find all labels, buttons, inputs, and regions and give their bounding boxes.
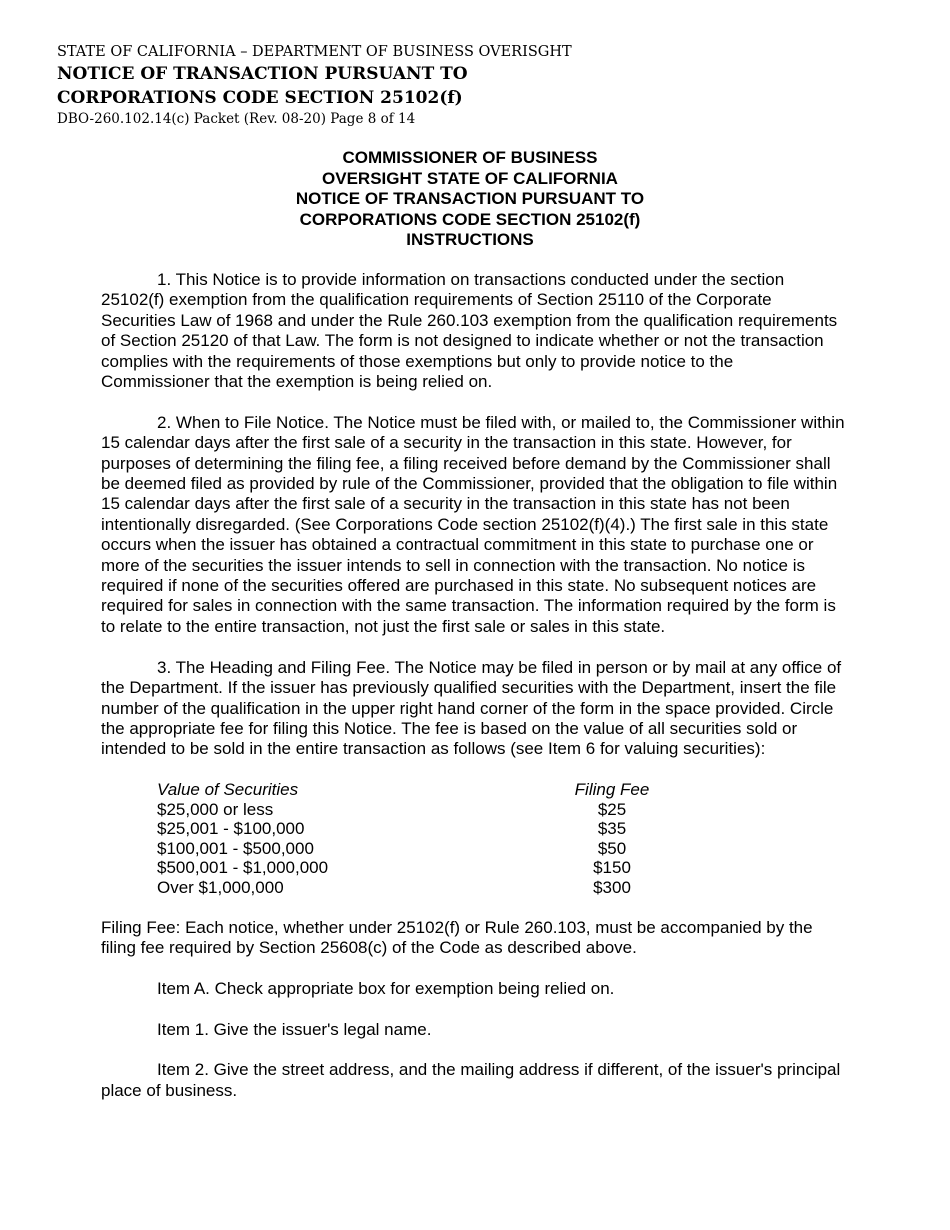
agency-name: STATE OF CALIFORNIA – DEPARTMENT OF BUSINESS OVERISGHT (57, 44, 572, 60)
fee-row-value: $25,000 or less (157, 799, 274, 819)
paragraph-1: 1. This Notice is to provide information on transactions conducted under the section 25102(f) exemption from the qualification requirements of Section 25110 of the Corporate Securities Law of 1968 and under the Rule 260.103 exemption from the qualification requirements of Section 25120 of that Law. The form is not designed to indicate whether or not the transaction complies with the requirements of those exemptions but only to provide notice to the Commissioner that the exemption is being relied on. (101, 270, 838, 392)
table-row (157, 839, 657, 859)
paragraph-3-heading-and-fee: 3. The Heading and Filing Fee. The Notice may be filed in person or by mail at any office of the Department. If the issuer has previously qualified securities with the Department, insert the file number of the qualification in the upper right hand corner of the form in the space provided. Circle the appropriate fee for filing this Notice. The fee is based on the value of all securities sold or intended to be sold in the entire transaction as follows (see Item 6 for valuing securities): (101, 657, 842, 759)
fee-row-fee: $25 (597, 799, 627, 819)
table-row (157, 819, 657, 839)
fee-row-value: Over $1,000,000 (157, 878, 284, 898)
fee-row-fee: $35 (597, 819, 627, 839)
fee-row-fee: $300 (593, 878, 631, 898)
fee-row-value: $25,001 - $100,000 (157, 819, 305, 839)
instructions-title (200, 148, 740, 251)
table-row (157, 858, 657, 878)
form-title-line-2: CORPORATIONS CODE SECTION 25102(f) (57, 88, 463, 108)
title-line-1: COMMISSIONER OF BUSINESS (342, 148, 598, 167)
item-2-instruction: Item 2. Give the street address, and the mailing address if different, of the issuer's principal place of business. (101, 1060, 841, 1100)
item-1-instruction: Item 1. Give the issuer's legal name. (157, 1019, 432, 1039)
form-id-page-number: DBO-260.102.14(c) Packet (Rev. 08-20) Page 8 of 14 (57, 111, 416, 127)
table-row (157, 800, 657, 820)
fee-table-header-value: Value of Securities (157, 780, 299, 800)
fee-row-value: $100,001 - $500,000 (157, 838, 314, 858)
title-line-4: CORPORATIONS CODE SECTION 25102(f) (299, 209, 641, 229)
filing-fee-note: Filing Fee: Each notice, whether under 25102(f) or Rule 260.103, must be accompanied by the filing fee required by Section 25608(c) of the Code as described above. (101, 917, 813, 958)
filing-fee-table (157, 780, 657, 898)
form-title-line-1: NOTICE OF TRANSACTION PURSUANT TO (57, 64, 468, 84)
title-line-2: OVERSIGHT STATE OF CALIFORNIA (322, 168, 618, 188)
table-row (157, 878, 657, 898)
paragraph-2-when-to-file: 2. When to File Notice. The Notice must be filed with, or mailed to, the Commissioner within 15 calendar days after the first sale of a security in the transaction in this state. However, for purposes of determining the filing fee, a filing received before demand by the Commissioner shall be deemed filed as provided by rule of the Commissioner, provided that the obligation to file within 15 calendar days after the first sale of a security in the transaction in this state has not been intentionally disregarded. (See Corporations Code section 25102(f)(4).) The first sale in this state occurs when the issuer has obtained a contractual commitment in this state to purchase one or more of the securities the issuer intends to sell in connection with the transaction. No notice is required if none of the securities offered are purchased in this state. No subsequent notices are required for sales in connection with the same transaction. The information required by the form is to relate to the entire transaction, not just the first sale or sales in this state. (101, 412, 845, 636)
fee-row-fee: $150 (593, 858, 631, 878)
fee-row-value: $500,001 - $1,000,000 (157, 858, 329, 878)
document-header (57, 42, 572, 129)
fee-table-header-fee: Filing Fee (574, 780, 650, 800)
instructions-body (101, 270, 846, 1122)
fee-table-header (157, 780, 657, 800)
title-line-3: NOTICE OF TRANSACTION PURSUANT TO (295, 189, 645, 209)
fee-row-fee: $50 (597, 838, 627, 858)
title-line-5: INSTRUCTIONS (406, 230, 534, 250)
item-a-instruction: Item A. Check appropriate box for exemption being relied on. (157, 978, 615, 998)
